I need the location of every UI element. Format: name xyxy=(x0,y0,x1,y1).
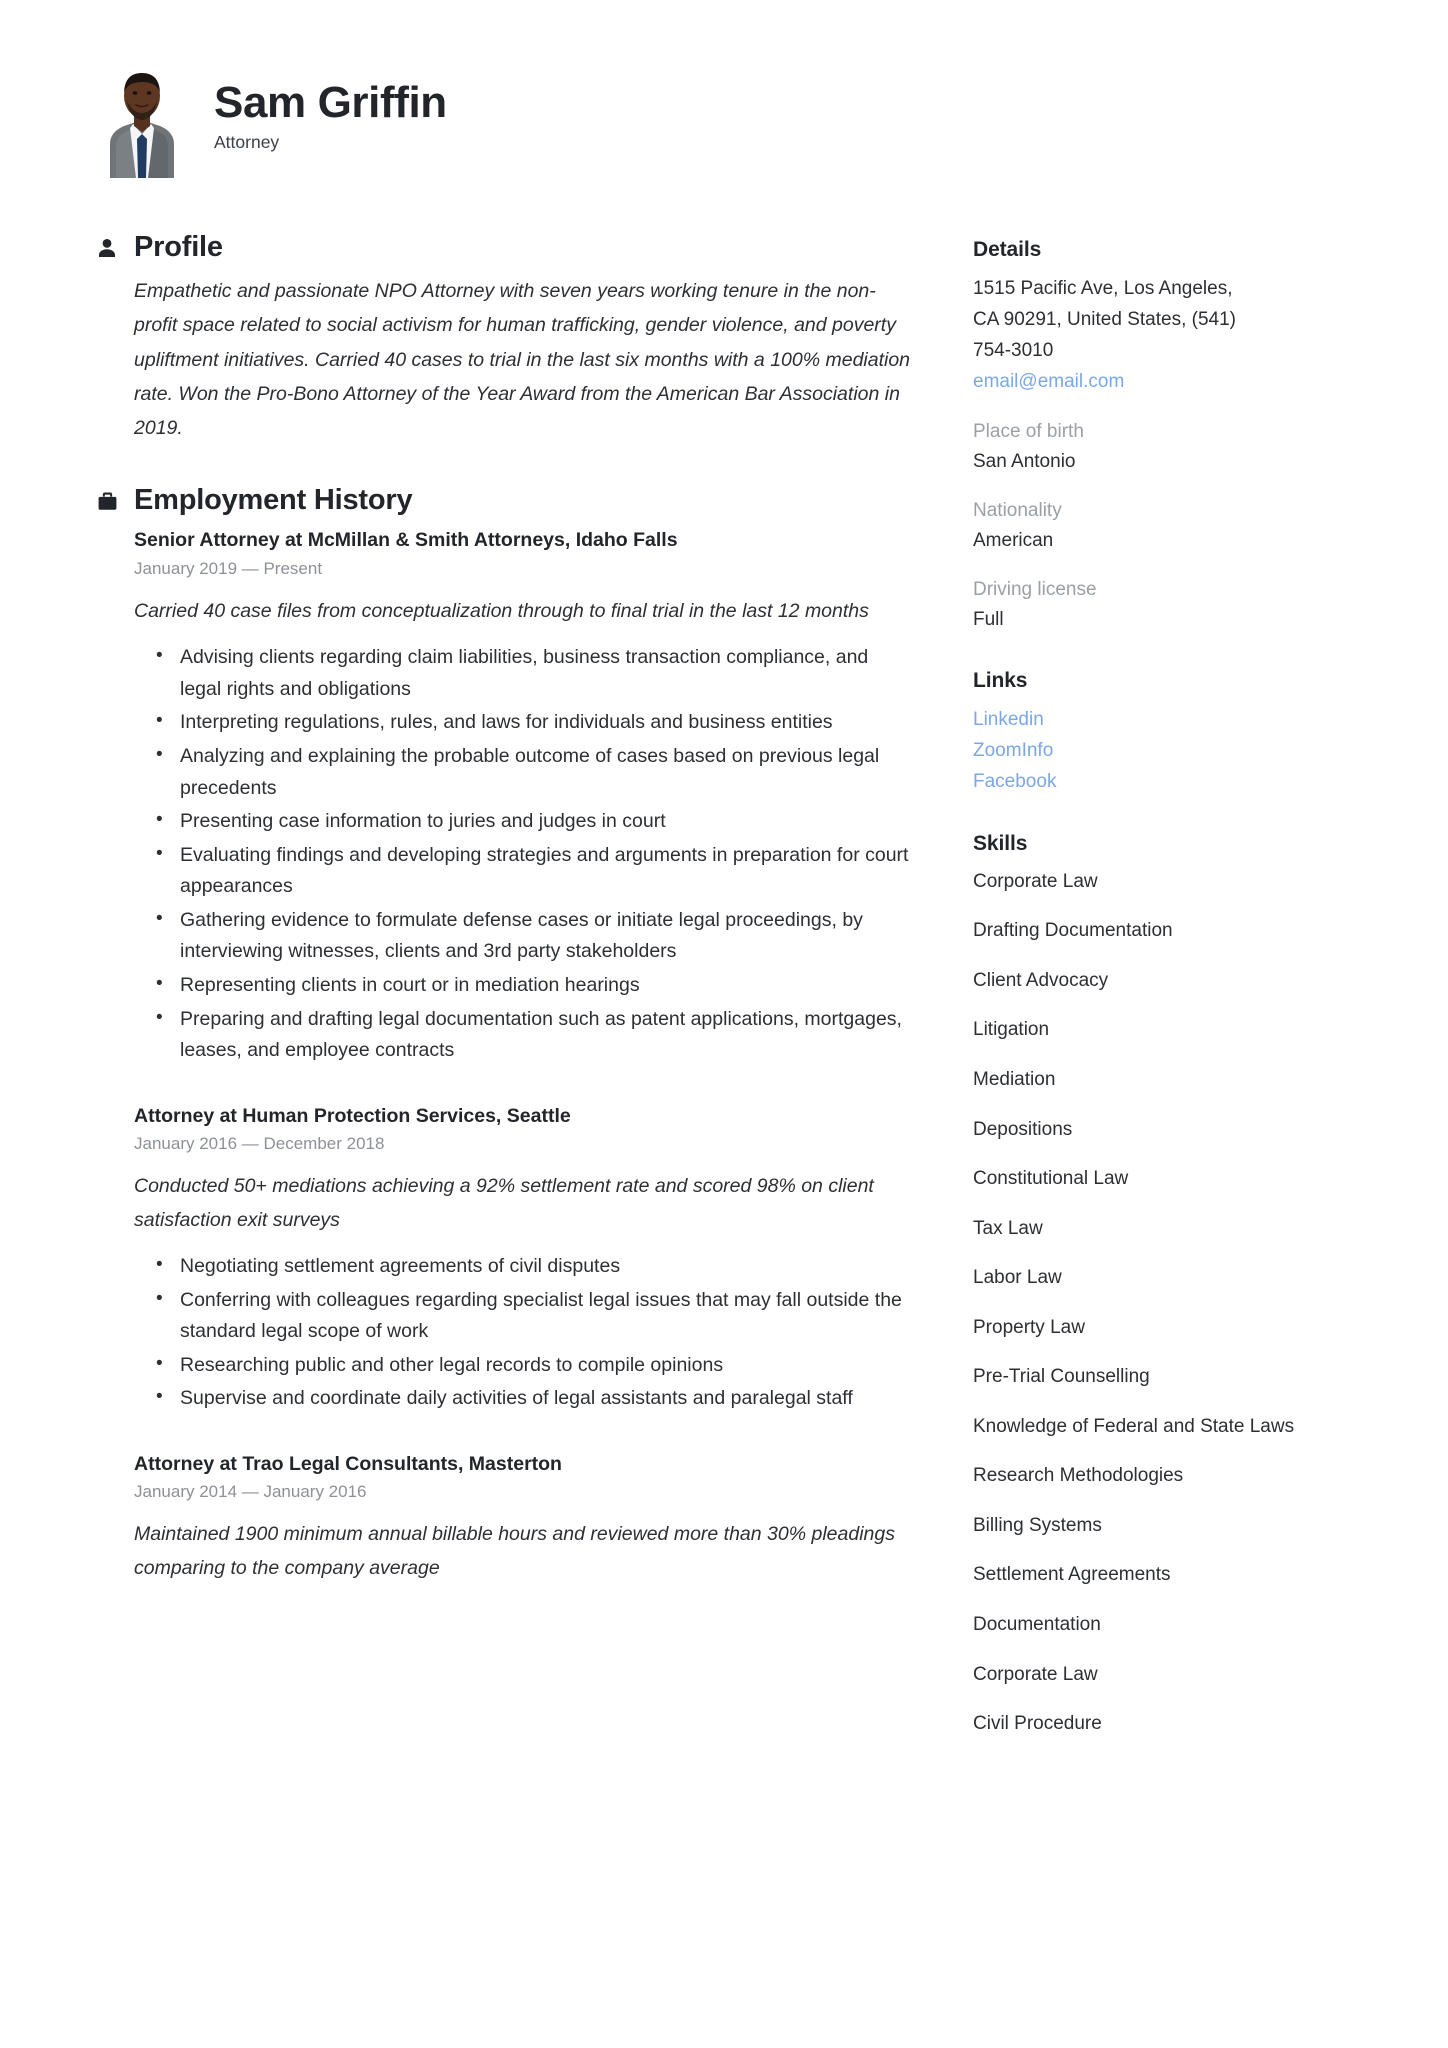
link-facebook[interactable]: Facebook xyxy=(973,770,1057,792)
briefcase-icon xyxy=(96,489,118,513)
skill-item: Knowledge of Federal and State Laws xyxy=(973,1415,1295,1437)
skill-item: Civil Procedure xyxy=(973,1713,1102,1735)
job-bullet: • Representing clients in court or in mediation hearings xyxy=(180,970,911,1002)
skill-item: Corporate Law xyxy=(973,870,1098,892)
job-bullet: • Presenting case information to juries and judges in court xyxy=(180,806,911,838)
job-dates: January 2019 — Present xyxy=(134,558,323,578)
job-description: Carried 40 case files from conceptualization through to final trial in the last 12 months xyxy=(134,599,869,622)
skill-item: Client Advocacy xyxy=(973,969,1109,991)
candidate-name: Sam Griffin xyxy=(214,77,447,127)
profile-title: Profile xyxy=(134,231,223,263)
job-bullet: • Supervise and coordinate daily activities of legal assistants and paralegal staff xyxy=(180,1383,911,1415)
skill-item: Research Methodologies xyxy=(973,1465,1184,1487)
main-column xyxy=(96,232,911,1625)
job-title: Attorney at Human Protection Services, Seattle xyxy=(134,1104,571,1127)
skill-item: Mediation xyxy=(973,1068,1056,1090)
details-heading: Details xyxy=(973,238,1042,261)
skill-item: Settlement Agreements xyxy=(973,1564,1171,1586)
skill-item: Pre-Trial Counselling xyxy=(973,1366,1150,1388)
address-line-2: CA 90291, United States, (541) xyxy=(973,308,1236,330)
sidebar-column xyxy=(973,232,1348,1772)
place-of-birth-value: San Antonio xyxy=(973,451,1076,473)
job-bullet: • Analyzing and explaining the probable outcome of cases based on previous legal precedents xyxy=(180,741,911,804)
link-zoominfo[interactable]: ZoomInfo xyxy=(973,739,1054,761)
skill-item: Drafting Documentation xyxy=(973,920,1173,942)
avatar xyxy=(96,58,188,178)
skill-item: Documentation xyxy=(973,1613,1101,1635)
job-bullet: • Evaluating findings and developing strategies and arguments in preparation for court appearances xyxy=(180,840,911,903)
skill-item: Corporate Law xyxy=(973,1663,1098,1685)
job-description: Maintained 1900 minimum annual billable hours and reviewed more than 30% pleadings comparing to the company average xyxy=(134,1523,895,1579)
profile-heading xyxy=(96,232,911,264)
address-line-1: 1515 Pacific Ave, Los Angeles, xyxy=(973,278,1233,299)
person-icon xyxy=(96,236,118,260)
job-bullet: • Conferring with colleagues regarding specialist legal issues that may fall outside the standard legal scope of work xyxy=(180,1285,911,1348)
contact-address xyxy=(973,274,1348,398)
job-dates: January 2014 — January 2016 xyxy=(134,1482,367,1502)
nationality-value: American xyxy=(973,530,1054,552)
employment-title: Employment History xyxy=(134,484,413,517)
jobs-list xyxy=(134,527,911,1585)
links-heading: Links xyxy=(973,668,1028,692)
job-bullets xyxy=(134,1251,911,1415)
skills-heading: Skills xyxy=(973,831,1028,855)
job-entry xyxy=(134,1451,911,1585)
job-entry xyxy=(134,1103,911,1415)
sidebar-details xyxy=(973,238,1348,635)
job-description: Conducted 50+ mediations achieving a 92% settlement rate and scored 98% on client satisfaction exit surveys xyxy=(134,1175,874,1231)
skill-item: Depositions xyxy=(973,1118,1073,1140)
driving-license-label: Driving license xyxy=(973,578,1097,600)
job-bullet: • Interpreting regulations, rules, and laws for individuals and business entities xyxy=(180,707,911,739)
email-link[interactable]: email@email.com xyxy=(973,370,1125,392)
resume-body xyxy=(96,232,1370,1772)
skill-item: Constitutional Law xyxy=(973,1168,1129,1190)
job-title: Attorney at Trao Legal Consultants, Masterton xyxy=(134,1452,562,1475)
section-employment xyxy=(96,485,911,1585)
sidebar-links xyxy=(973,669,1348,798)
skill-item: Tax Law xyxy=(973,1217,1043,1239)
candidate-job-title: Attorney xyxy=(214,132,280,153)
job-bullet: • Preparing and drafting legal documentation such as patent applications, mortgages, leases, and employee contracts xyxy=(180,1004,911,1067)
skill-item: Litigation xyxy=(973,1019,1050,1041)
nationality-label: Nationality xyxy=(973,499,1062,521)
skill-item: Labor Law xyxy=(973,1267,1062,1289)
phone-number: 754-3010 xyxy=(973,339,1054,361)
link-linkedin[interactable]: Linkedin xyxy=(973,708,1044,730)
job-bullet: • Researching public and other legal records to compile opinions xyxy=(180,1350,911,1382)
portrait-photo-icon xyxy=(96,58,188,178)
place-of-birth-label: Place of birth xyxy=(973,420,1084,442)
job-bullets xyxy=(134,642,911,1067)
job-bullet: • Advising clients regarding claim liabilities, business transaction compliance, and legal rights and obligations xyxy=(180,642,911,705)
job-bullet: • Gathering evidence to formulate defense cases or initiate legal proceedings, by interviewing witnesses, clients and 3rd party stakeholders xyxy=(180,905,911,968)
skill-item: Property Law xyxy=(973,1316,1085,1338)
profile-text: Empathetic and passionate NPO Attorney with seven years working tenure in the non-profit space related to social activism for human trafficking, gender violence, and poverty upliftment initiatives. Carried 40 cases to trial in the last six months with a 100% mediation rate. Won the Pro-Bono Attorney of the Year Award from the American Bar Association in 2019. xyxy=(134,279,911,440)
job-title: Senior Attorney at McMillan & Smith Attorneys, Idaho Falls xyxy=(134,529,678,552)
skill-item: Billing Systems xyxy=(973,1514,1102,1536)
sidebar-skills xyxy=(973,832,1348,1738)
job-dates: January 2016 — December 2018 xyxy=(134,1134,385,1154)
resume-header xyxy=(96,58,1370,178)
job-entry xyxy=(134,527,911,1066)
job-bullet: • Negotiating settlement agreements of civil disputes xyxy=(180,1251,911,1283)
name-block xyxy=(214,79,447,158)
employment-heading xyxy=(96,485,911,517)
section-profile xyxy=(96,232,911,445)
driving-license-value: Full xyxy=(973,609,1004,631)
